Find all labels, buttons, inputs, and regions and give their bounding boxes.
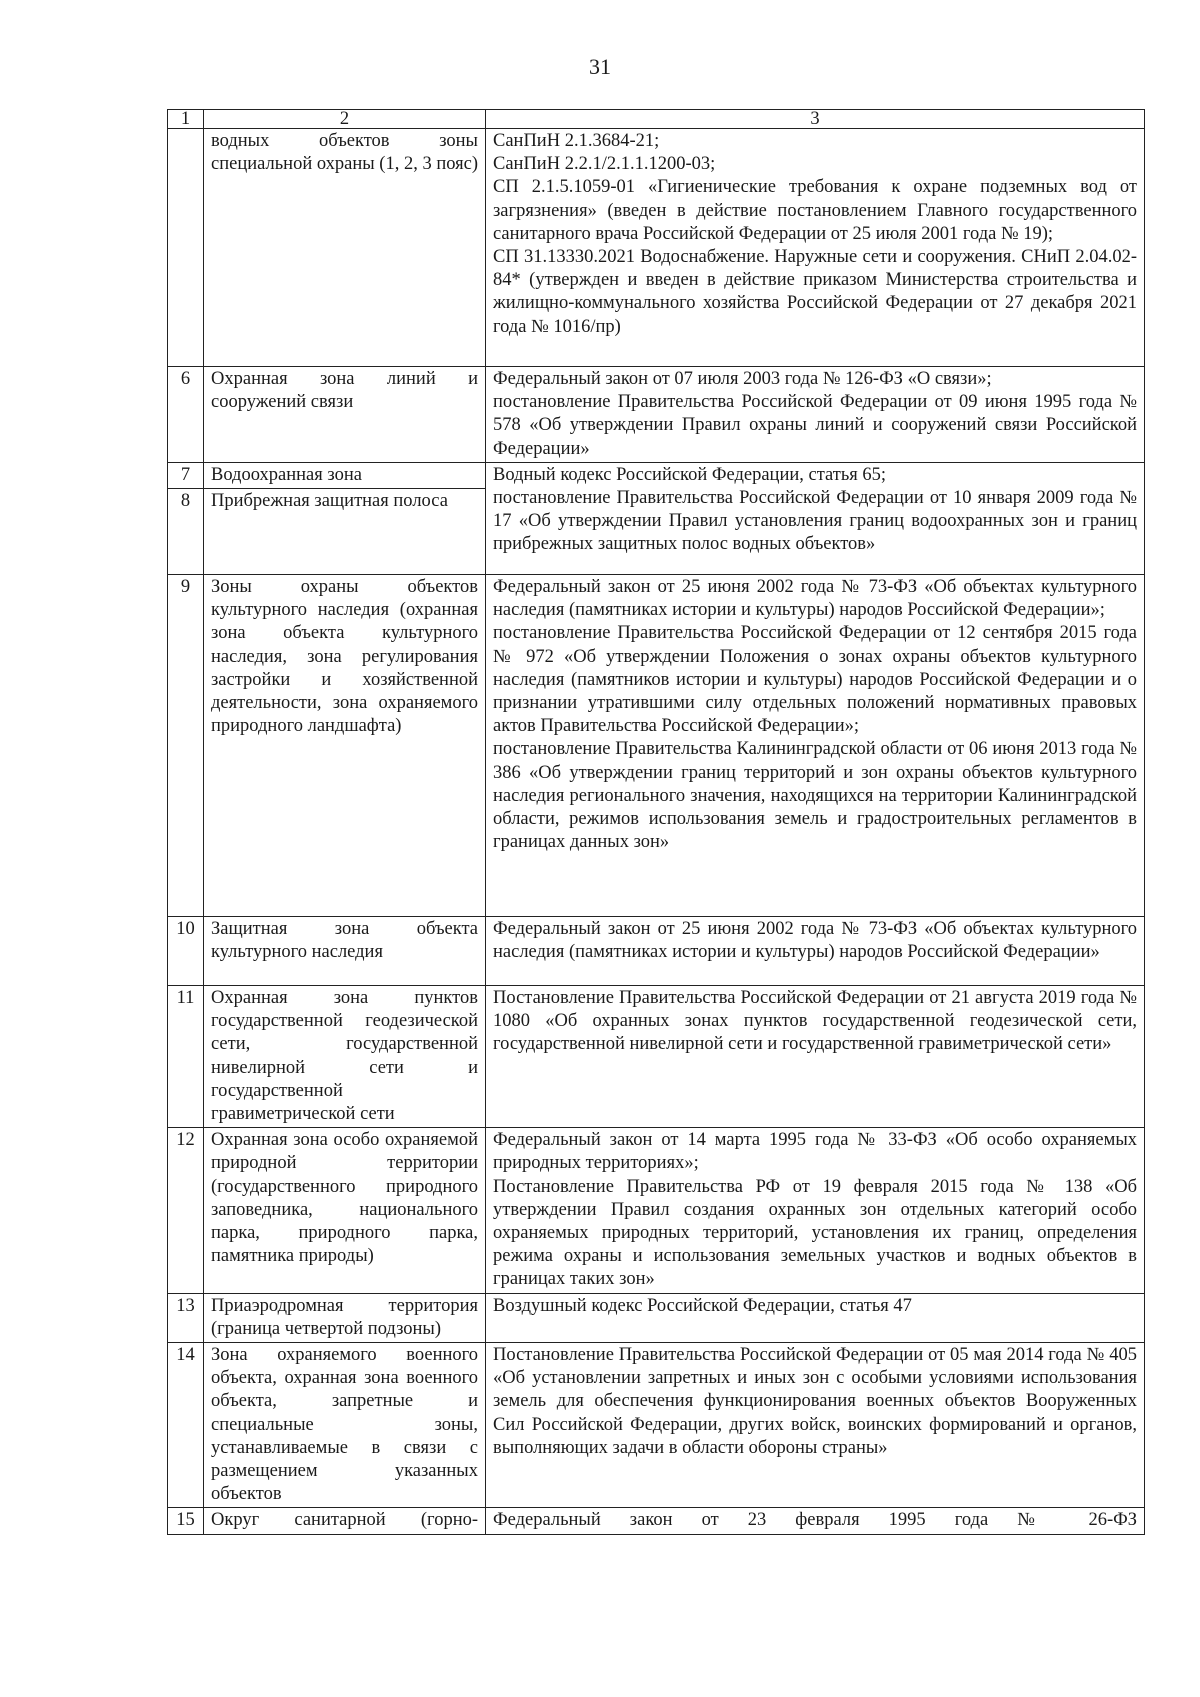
column-header-1: 1: [168, 110, 204, 129]
table-row: [168, 917, 1145, 986]
zone-name: водных объектов зоны специальной охраны (1, 2, 3 пояс): [204, 129, 486, 367]
legal-basis: [486, 575, 1145, 917]
table-row: [168, 986, 1145, 1128]
legal-document: Федеральный закон от 25 июня 2002 года № 73-ФЗ «Об объектах культурного наследия (памятниках истории и культуры) народов Российской Федерации»: [493, 919, 1137, 963]
legal-document: СанПиН 2.1.3684-21;: [493, 131, 660, 151]
zone-name: Приаэродромная территория (граница четвертой подзоны): [204, 1293, 486, 1342]
zones-table: [167, 109, 1145, 1535]
legal-document: Федеральный закон от 25 июня 2002 года № 73-ФЗ «Об объектах культурного наследия (памятниках истории и культуры) народов Российской Федерации»;: [493, 577, 1137, 621]
table-row: [168, 129, 1145, 367]
zone-name: Водоохранная зона: [204, 462, 486, 488]
table-row: [168, 1508, 1145, 1534]
zone-name: Округ санитарной (горно-: [204, 1508, 486, 1534]
legal-basis: [486, 917, 1145, 986]
zone-name: Защитная зона объекта культурного наследия: [204, 917, 486, 986]
zone-name: Охранная зона линий и сооружений связи: [204, 367, 486, 463]
legal-document: Федеральный закон от 14 марта 1995 года № 33-ФЗ «Об особо охраняемых природных территориях»;: [493, 1130, 1137, 1174]
zone-name: Прибрежная защитная полоса: [204, 489, 486, 575]
row-number: 15: [168, 1508, 204, 1534]
table-row: [168, 575, 1145, 917]
row-number: 10: [168, 917, 204, 986]
row-number: 14: [168, 1343, 204, 1508]
row-number: 13: [168, 1293, 204, 1342]
legal-document: Постановление Правительства Российской Федерации от 21 августа 2019 года № 1080 «Об охранных зонах пунктов государственной геодезической сети, государственной нивелирной сети и государственной гравиметрической сети»: [493, 988, 1137, 1055]
legal-document: постановление Правительства Российской Федерации от 09 июня 1995 года № 578 «Об утверждении Правил охраны линий и сооружений связи Российской Федерации»: [493, 392, 1137, 459]
table-row: [168, 367, 1145, 463]
page-number: 31: [589, 54, 611, 79]
legal-document: Федеральный закон от 23 февраля 1995 года № 26-ФЗ: [493, 1510, 1137, 1531]
zone-name: Охранная зона особо охраняемой природной территории (государственного природного заповедника, национального парка, природного парка, памятника природы): [204, 1128, 486, 1293]
legal-document: Воздушный кодекс Российской Федерации, статья 47: [493, 1295, 912, 1316]
legal-basis: [486, 1508, 1145, 1534]
zone-name: Зоны охраны объектов культурного наследия (охранная зона объекта культурного наследия, зона регулирования застройки и хозяйственной деятельности, зона охраняемого природного ландшафта): [204, 575, 486, 917]
legal-basis: [486, 1128, 1145, 1293]
legal-document: постановление Правительства Российской Федерации от 12 сентября 2015 года № 972 «Об утверждении Положения о зонах охраны объектов культурного наследия (памятников истории и культуры) народов Российской Федерации и о признании утратившими силу отдельных положений нормативных правовых актов Правительства Российской Федерации»;: [493, 623, 1137, 737]
row-number: 8: [168, 489, 204, 575]
legal-basis: [486, 986, 1145, 1128]
table-header-row: [168, 110, 1145, 129]
legal-document: постановление Правительства Российской Федерации от 10 января 2009 года № 17 «Об утверждении Правил установления границ водоохранных зон и границ прибрежных защитных полос водных объектов»: [493, 488, 1137, 555]
legal-document: постановление Правительства Калининградской области от 06 июня 2013 года № 386 «Об утверждении границ территорий и зон охраны объектов культурного наследия регионального значения, находящихся на территории Калининградской области, режимов использования земель и градостроительных регламентов в границах данных зон»: [493, 739, 1137, 853]
row-number: 11: [168, 986, 204, 1128]
row-number: [168, 129, 204, 367]
legal-document: СанПиН 2.2.1/2.1.1.1200-03;: [493, 154, 716, 175]
row-number: 6: [168, 367, 204, 463]
legal-document: СП 31.13330.2021 Водоснабжение. Наружные сети и сооружения. СНиП 2.04.02-84* (утвержден и введен в действие приказом Министерства строительства и жилищно-коммунального хозяйства Российской Федерации от 27 декабря 2021 года № 1016/пр): [493, 247, 1137, 337]
table-row: [168, 1293, 1145, 1342]
legal-basis: [486, 367, 1145, 463]
table-row: [168, 462, 1145, 488]
legal-document: Постановление Правительства Российской Федерации от 05 мая 2014 года № 405 «Об установлении запретных и иных зон с особыми условиями использования земель для обеспечения функционирования военных объектов Вооруженных Сил Российской Федерации, других войск, воинских формирований и органов, выполняющих задачи в области обороны страны»: [493, 1345, 1137, 1458]
legal-basis: [486, 1293, 1145, 1342]
legal-document: СП 2.1.5.1059-01 «Гигиенические требования к охране подземных вод от загрязнения» (введен в действие постановлением Главного государственного санитарного врача Российской Федерации от 25 июля 2001 года № 19);: [493, 177, 1137, 244]
zone-name: Зона охраняемого военного объекта, охранная зона военного объекта, запретные и специальные зоны, устанавливаемые в связи с размещением указанных объектов: [204, 1343, 486, 1508]
table-row: [168, 1343, 1145, 1508]
column-header-3: 3: [486, 110, 1145, 129]
row-number: 7: [168, 462, 204, 488]
zone-name: Охранная зона пунктов государственной геодезической сети, государственной нивелирной сети и государственной гравиметрической сети: [204, 986, 486, 1128]
legal-document: Федеральный закон от 07 июля 2003 года № 126-ФЗ «О связи»;: [493, 369, 992, 389]
legal-document: Водный кодекс Российской Федерации, статья 65;: [493, 464, 887, 485]
legal-basis: [486, 129, 1145, 367]
table-row: [168, 1128, 1145, 1293]
legal-basis: [486, 462, 1145, 574]
column-header-2: 2: [204, 110, 486, 129]
row-number: 12: [168, 1128, 204, 1293]
legal-basis: [486, 1343, 1145, 1508]
row-number: 9: [168, 575, 204, 917]
legal-document: Постановление Правительства РФ от 19 февраля 2015 года № 138 «Об утверждении Правил создания охранных зон отдельных категорий особо охраняемых природных территорий, установления их границ, определения режима охраны и использования земельных участков и водных объектов в границах таких зон»: [493, 1176, 1137, 1290]
